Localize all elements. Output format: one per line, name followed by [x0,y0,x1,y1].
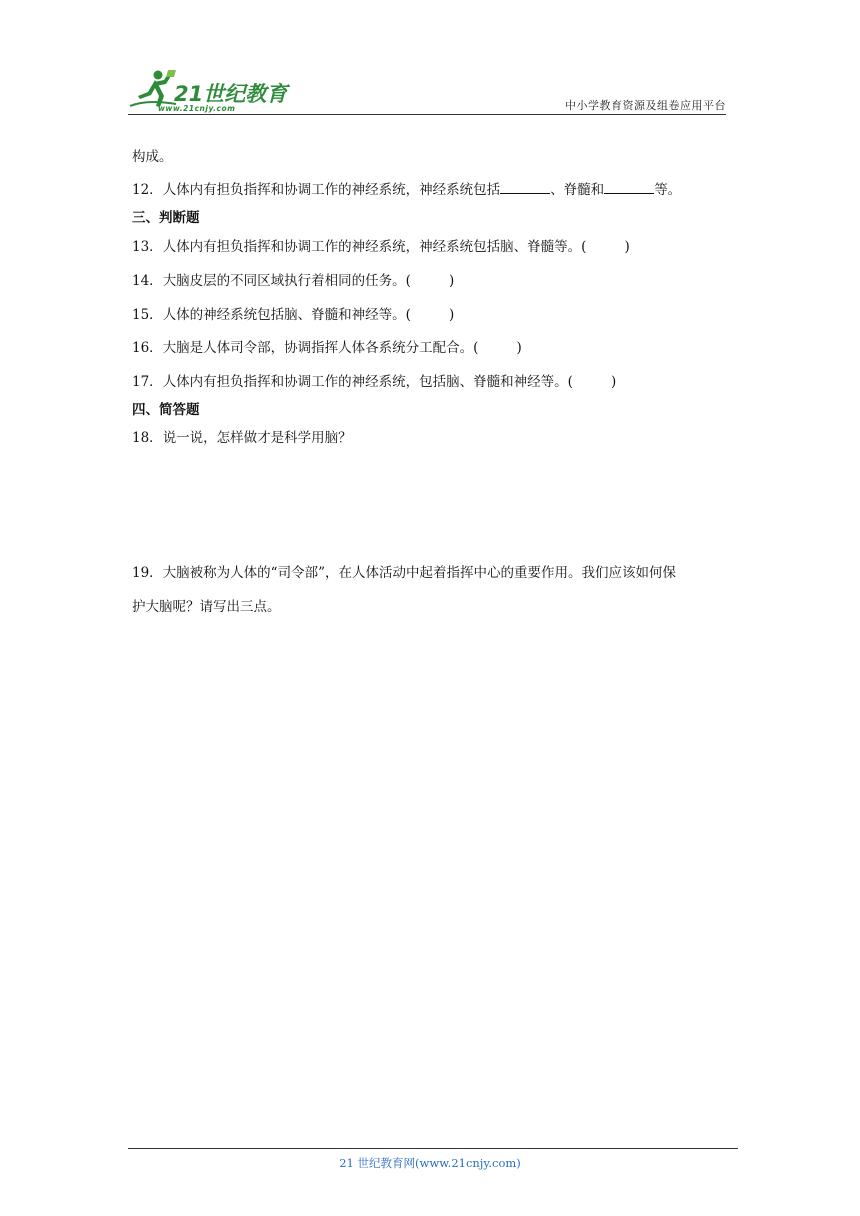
question-text: 人体内有担负指挥和协调工作的神经系统，包括脑、脊髓和神经等。( [162,374,573,390]
question-text: 、脊髓和 [550,182,605,198]
continuation-text: 构成。 [132,149,173,165]
logo [128,66,298,116]
question-number: 17． [132,374,163,390]
question-text: 大脑被称为人体的“司令部”，在人体活动中起着指挥中心的重要作用。我们应该如何保 [162,565,676,581]
question-13 [132,235,630,255]
header-divider [128,114,726,115]
close-paren: ) [448,273,455,289]
answer-blank[interactable] [500,180,550,194]
question-19 [132,561,676,581]
question-number: 14． [132,273,163,289]
section-heading: 三、判断题 [132,210,200,226]
question-text: 人体的神经系统包括脑、脊髓和神经等。( [162,307,411,323]
question-text: 大脑皮层的不同区域执行着相同的任务。( [162,273,411,289]
question-15 [132,303,454,323]
close-paren: ) [610,374,617,390]
question-12 [132,178,681,198]
question-18 [132,426,352,446]
question-number: 13． [132,239,163,255]
question-number: 18． [132,430,163,446]
close-paren: ) [516,340,522,356]
section-heading: 四、简答题 [132,402,200,418]
question-14 [132,269,454,289]
footer-link[interactable]: 21 世纪教育网(www.21cnjy.com) [339,1156,521,1170]
page-header [128,66,726,116]
question-number: 19． [132,565,163,581]
question-number: 16． [132,340,163,356]
logo-text: 21世纪教育 [174,82,288,106]
footer-divider [128,1148,738,1149]
question-text: 说一说，怎样做才是科学用脑？ [162,430,352,446]
question-text: 大脑是人体司令部，协调指挥人体各系统分工配合。( [162,340,479,356]
question-text: 等。 [654,182,682,198]
question-16 [132,336,522,356]
answer-blank[interactable] [604,180,654,194]
question-text: 人体内有担负指挥和协调工作的神经系统，神经系统包括脑、脊髓等。( [162,239,587,255]
question-17 [132,370,616,390]
question-text: 人体内有担负指挥和协调工作的神经系统，神经系统包括 [162,182,501,198]
question-number: 12． [132,182,163,198]
question-number: 15． [132,307,163,323]
question-19-continued: 护大脑呢？请写出三点。 [132,599,281,615]
platform-name: 中小学教育资源及组卷应用平台 [565,99,726,112]
logo-url: www.21cnjy.com [158,104,236,113]
close-paren: ) [624,239,630,255]
close-paren: ) [448,307,455,323]
